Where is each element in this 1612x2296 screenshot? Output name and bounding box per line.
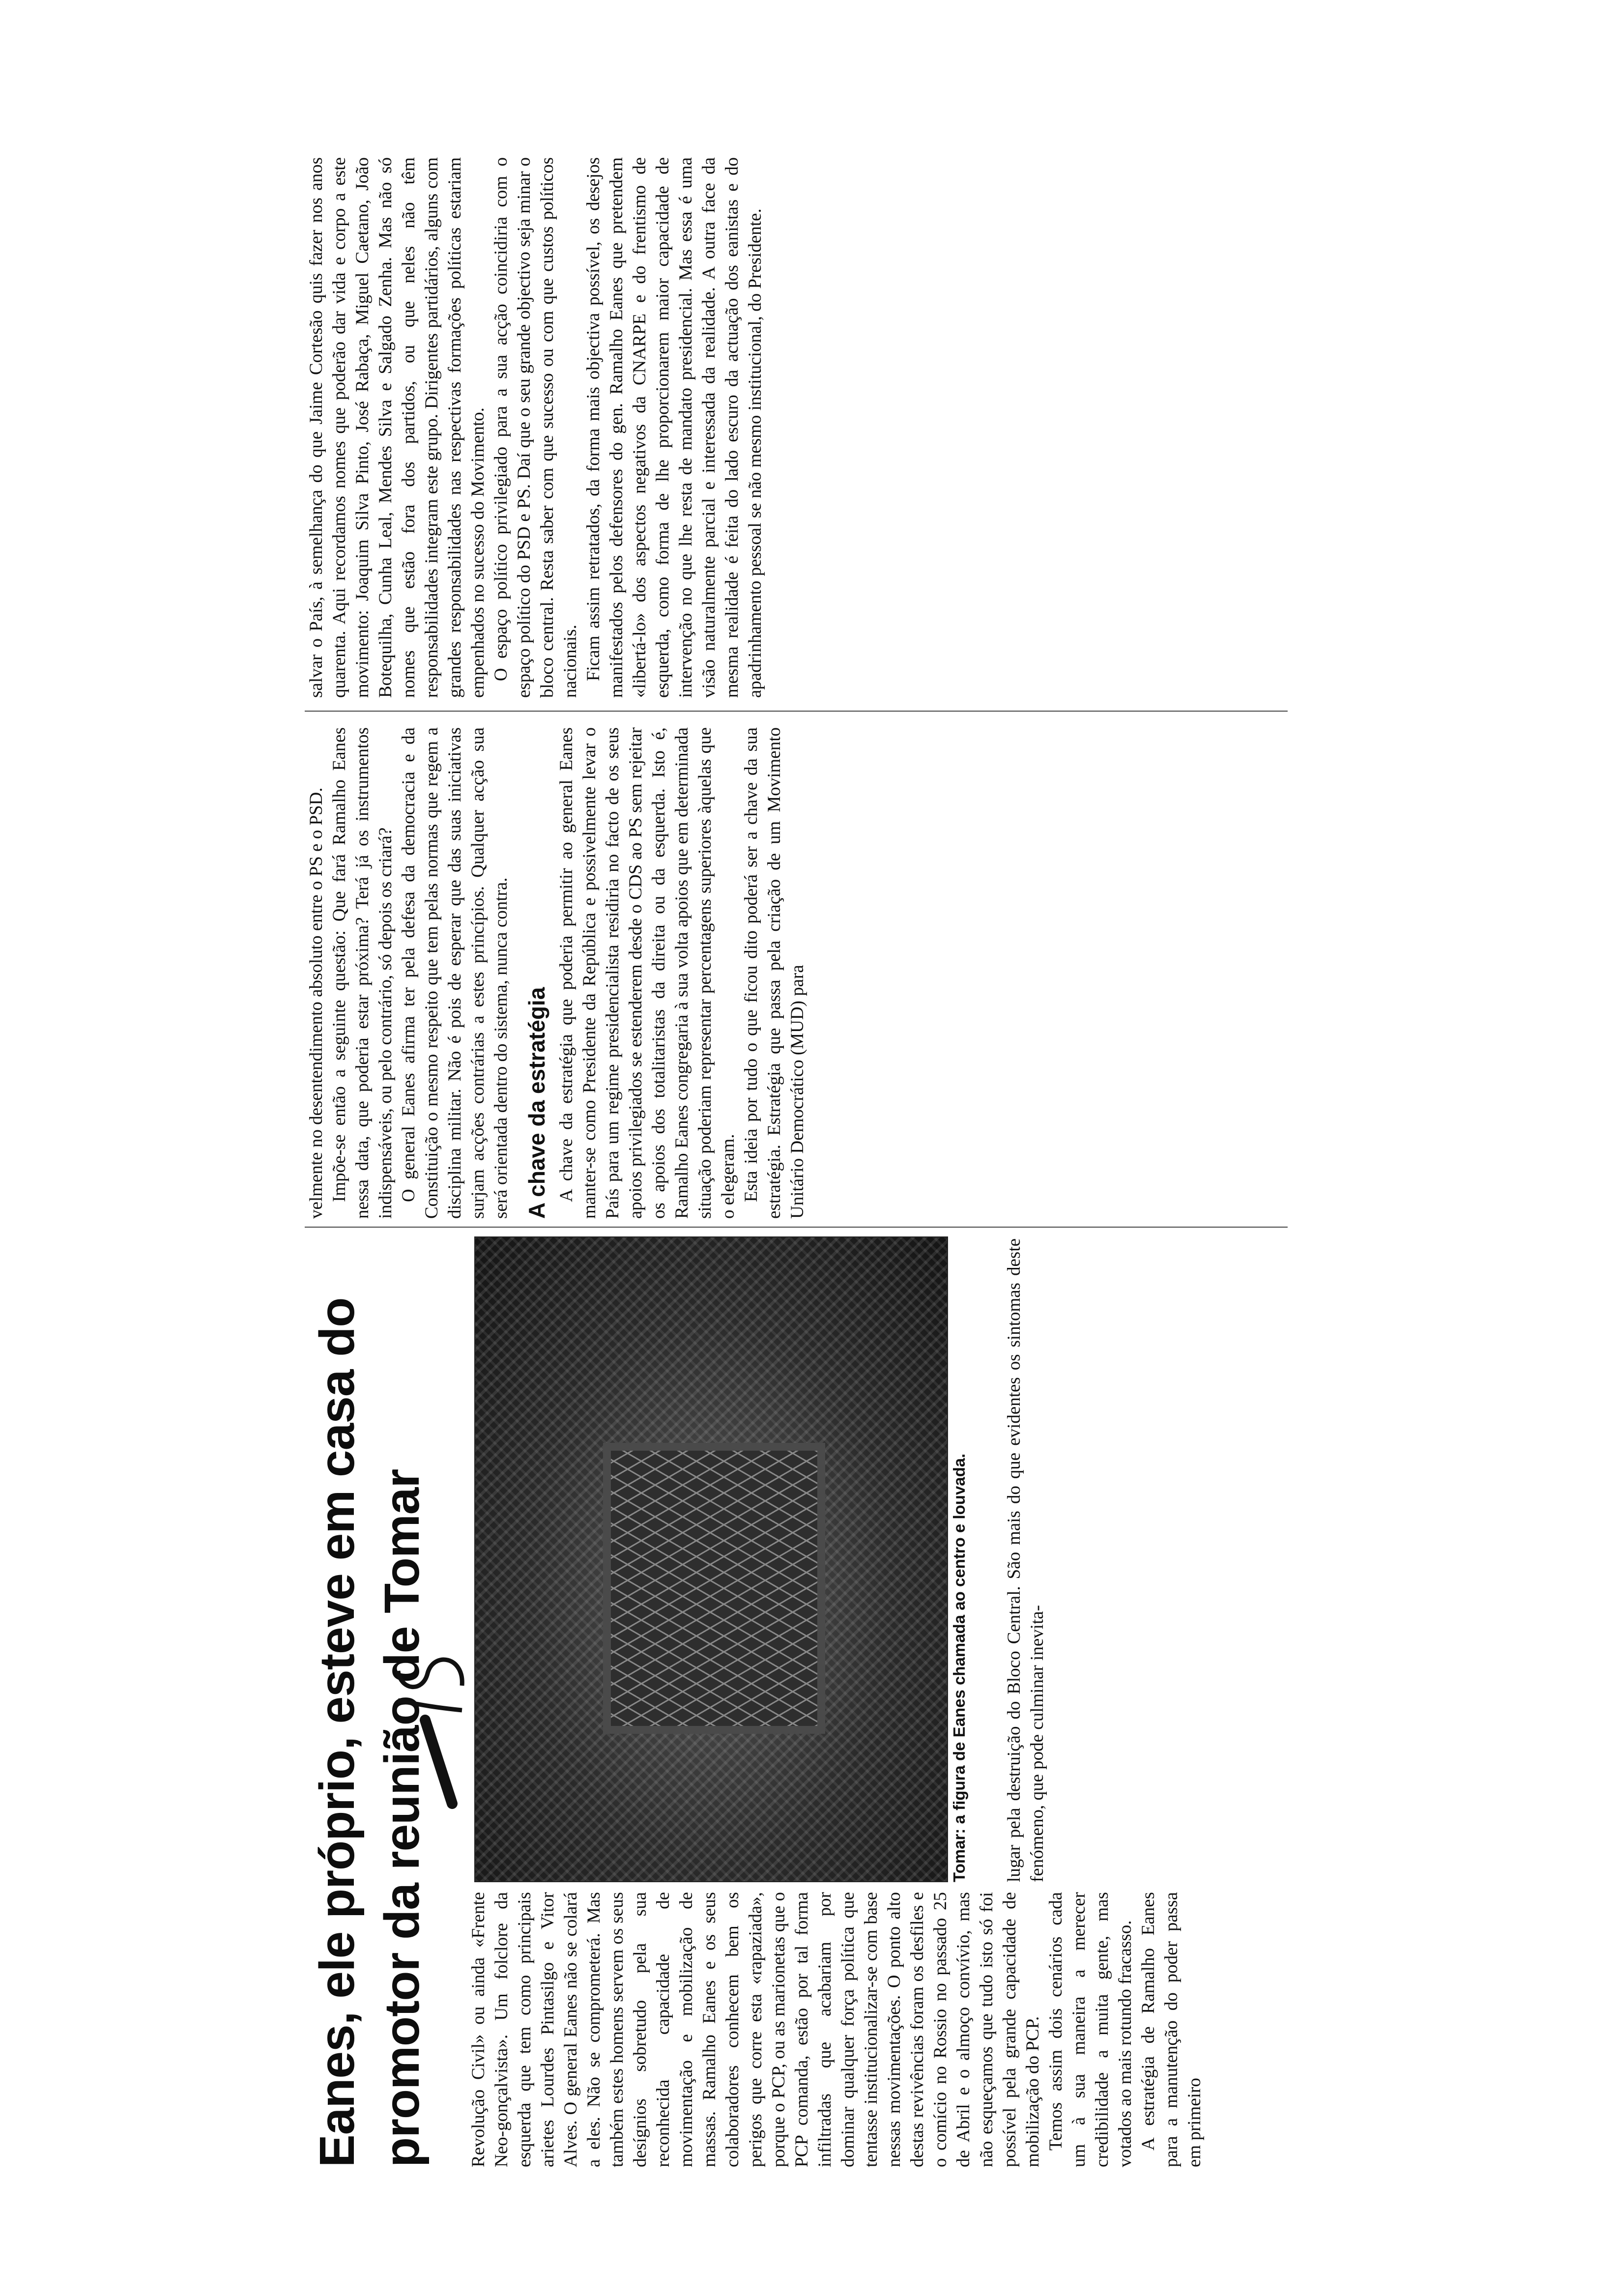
paragraph: velmente no desentendimento absoluto entre o PS e o PSD. [306, 787, 326, 1219]
paragraph: salvar o País, à semelhança do que Jaime Cortesão quis fazer nos anos quarenta. Aqui recordamos nomes que poderão dar vida e corpo a este movimento: Joaquim Silva Pinto, José Rabaça, Miguel Caetano, João Botequilha, Cunha Leal, Mendes Silva e Salgado Zenha. Mas não só nomes que estão fora dos partidos, ou que neles não têm responsabilidades integram este grupo. Dirigentes partidários, alguns com grandes responsabilidades nas respectivas formações políticas estariam empenhados no sucesso do Movimento. [306, 157, 488, 698]
column-divider [305, 711, 1288, 712]
column-divider [305, 1227, 1288, 1228]
paragraph: Revolução Civil» ou ainda «Frente Neo-gonçalvista». Um folclore da esquerda que tem como principais arietes Lourdes Pintasilgo e Vitor Alves. O general Eanes não se colará a eles. Não se comprometerá. Mas também estes homens servem os seus desígnios sobretudo pela sua reconhecida capacidade de movimentação e mobilização de massas. Ramalho Eanes e os seus colaboradores conhecem bem os perigos que corre esta «rapaziada», porque o PCP, ou as marionetas que o PCP comanda, estão por tal forma infiltradas que acabariam por dominar qualquer força política que tentasse institucionalizar-se com base nessas movimentações. O ponto alto destas revivências foram os desfiles e o comício no Rossio no passado 25 de Abril e o almoço convívio, mas não esqueçamos que tudo isto só foi possível pela grande capacidade de mobilização do PCP. [468, 1892, 1043, 2167]
paragraph: Impõe-se então a seguinte questão: Que fará Ramalho Eanes nessa data, que poderia estar próxima? Terá já os instrumentos indispensáveis, ou pelo contrário, só depois os criará? [329, 727, 396, 1219]
paragraph: lugar pela destruição do Bloco Central. São mais do que evidentes os sintomas deste fenómeno, que pode culminar inevita- [1004, 1238, 1047, 1882]
news-photo [474, 1236, 948, 1882]
headline: Eanes, ele próprio, esteve em casa do promotor da reunião de Tomar [310, 1297, 430, 2167]
paragraph: O espaço político privilegiado para a sua acção coincidiria com o espaço político do PSD e PS. Daí que o seu grande objectivo seja minar o bloco central. Resta saber com que sucesso ou com que custos políticos nacionais. [491, 157, 580, 698]
article-column-3 [305, 727, 809, 1219]
paragraph: A chave da estratégia que poderia permitir ao general Eanes manter-se como Presidente da República e possivelmente levar o País para um regime presidencialista residiria no facto de os seus apoios privilegiados se estenderem desde o CDS ao PS sem rejeitar os apoios dos totalitaristas da direita ou da esquerda. Isto é, Ramalho Eanes congregaria à sua volta apoios que em determinada situação poderiam representar percentagens superiores àquelas que o elegeram. [556, 727, 738, 1219]
paragraph: A estratégia de Ramalho Eanes para a manutenção do poder passa em primeiro [1138, 1892, 1205, 2167]
photo-caption: Tomar: a figura de Eanes chamada ao centro e louvada. [950, 1453, 968, 1882]
paragraph: Esta ideia por tudo o que ficou dito poderá ser a chave da sua estratégia. Estratégia que passa pela criação de um Movimento Unitário Democrático (MUD) para [741, 727, 807, 1219]
newspaper-clipping [305, 152, 1327, 2167]
paragraph: Temos assim dois cenários cada um à sua maneira a merecer credibilidade a muita gente, mas votados ao mais rotundo fracasso. [1046, 1892, 1135, 2167]
scan-area [305, 152, 1327, 2167]
photo-window-detail [603, 1443, 825, 1734]
section-subhead: A chave da estratégia [524, 987, 549, 1219]
paragraph: O general Eanes afirma ter pela defesa da democracia e da Constituição o mesmo respeito que tem pelas normas que regem a disciplina militar. Não é pois de esperar que das suas iniciativas surjam acções contrárias a estes princípios. Qualquer acção sua será orientada dentro do sistema, nunca contra. [399, 727, 511, 1219]
paragraph: Ficam assim retratados, da forma mais objectiva possível, os desejos manifestados pelos defensores do gen. Ramalho Eanes que pretendem «libertá-lo» dos aspectos negativos da CNARPE e do frentismo de esquerda, como forma de lhe proporcionarem maior capacidade de intervenção no que lhe resta de mandato presidencial. Mas essa é uma visão naturalmente parcial e interessada da realidade. A outra face da mesma realidade é feita do lado escuro da actuação dos eanistas e do apadrinhamento pessoal se não mesmo institucional, do Presidente. [583, 157, 765, 698]
article-column-1 [467, 1892, 1206, 2167]
article-column-2 [1003, 1238, 1049, 1882]
article-column-4 [305, 157, 767, 698]
